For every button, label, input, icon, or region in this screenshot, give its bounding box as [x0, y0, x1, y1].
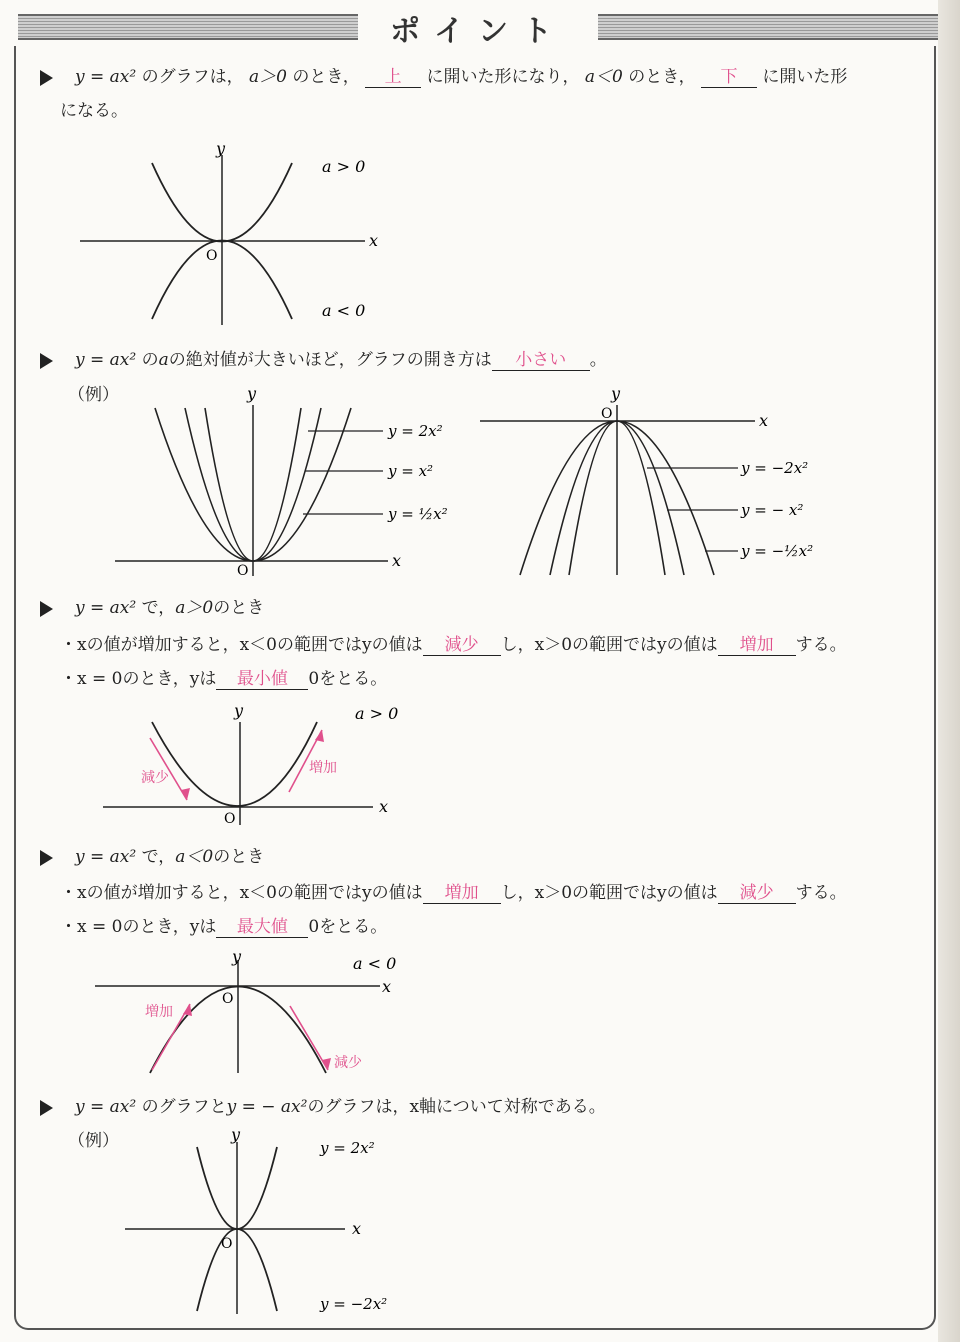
- p4-answer-decrease: 減少: [718, 878, 796, 904]
- graph2-left-y-label: y: [247, 384, 257, 403]
- graph2-label-half-x2: y = ½x²: [388, 505, 448, 523]
- p4-cond: a＜0: [175, 847, 214, 867]
- point1-line1: [40, 62, 847, 88]
- p2-answer: 小さい: [492, 345, 590, 371]
- bullet-triangle-icon: [40, 1100, 53, 1116]
- p5-text-a: のグラフと: [141, 1097, 227, 1117]
- graph5-x-label: x: [352, 1219, 362, 1238]
- graph1-origin: O: [206, 248, 218, 264]
- graph1-a-neg: a < 0: [322, 301, 366, 320]
- graph3-decrease-label: 減少: [141, 770, 169, 786]
- graph3-cond: a > 0: [355, 704, 399, 723]
- p1-answer-up: 上: [365, 62, 421, 88]
- graph4: [90, 948, 410, 1078]
- graph2-right-y-label: y: [611, 384, 621, 403]
- graph3-increase-label: 増加: [309, 760, 337, 776]
- point5-line: [40, 1092, 606, 1117]
- p2-text-b: の絶対値が大きいほど，グラフの開き方は: [168, 350, 492, 370]
- p3-formula: y = ax²: [75, 598, 137, 618]
- graph5-top-label: y = 2x²: [320, 1139, 375, 1157]
- graph2-right-x-label: x: [759, 411, 769, 430]
- p4-answer-increase: 増加: [423, 878, 501, 904]
- header-title: ポイント: [358, 6, 598, 50]
- p1-text-b: のとき，: [292, 67, 360, 87]
- page-edge: [938, 0, 960, 1342]
- p3-answer-increase: 増加: [718, 630, 796, 656]
- graph2-left-x-label: x: [392, 551, 402, 570]
- p4-bullet1: [60, 878, 847, 904]
- graph3-y-label: y: [234, 701, 244, 720]
- graph1-a-pos: a > 0: [322, 157, 366, 176]
- p1-answer-down: 下: [701, 62, 757, 88]
- bullet-triangle-icon: [40, 601, 53, 617]
- p3-answer-decrease: 減少: [423, 630, 501, 656]
- p2-example: （例）: [68, 385, 119, 405]
- graph5: [120, 1122, 420, 1318]
- p3-b1-c: する。: [795, 635, 847, 655]
- p1-text-d: のとき，: [628, 67, 696, 87]
- graph3-x-label: x: [379, 797, 389, 816]
- p4-b2-b: 0をとる。: [308, 917, 388, 937]
- graph1-y-label: y: [216, 139, 226, 158]
- graph3-parabola: [152, 722, 317, 806]
- p1-cond-pos: a＞0: [249, 67, 287, 87]
- graph3-origin: O: [224, 811, 236, 827]
- graph4-decrease-label: 減少: [334, 1055, 362, 1071]
- p1-text-f: になる。: [60, 101, 128, 121]
- p4-b1-a: ・xの値が増加すると，x＜0の範囲ではyの値は: [60, 883, 423, 903]
- graph4-cond: a < 0: [353, 954, 397, 973]
- p3-answer-min: 最小値: [216, 664, 308, 690]
- graph4-y-label: y: [232, 948, 242, 966]
- graph3-increase-arrowhead-icon: [315, 730, 324, 742]
- p3-b2-a: ・x = 0のとき，yは: [60, 669, 217, 689]
- point3-line: [40, 593, 264, 618]
- p1-cond-neg: a＜0: [584, 67, 623, 87]
- p4-text-a: で，: [141, 847, 176, 867]
- graph2-right-origin: O: [601, 406, 613, 422]
- graph2-label-neg-half-x2: y = −½x²: [741, 542, 814, 560]
- graph1: [60, 130, 400, 330]
- p4-answer-max: 最大値: [216, 912, 308, 938]
- p3-b1-b: し，x＞0の範囲ではyの値は: [500, 635, 718, 655]
- p1-text-c: に開いた形になり，: [426, 67, 580, 87]
- point2-line: [40, 345, 607, 371]
- p3-bullet1: [60, 630, 847, 656]
- p4-bullet2: [60, 912, 387, 938]
- p4-b1-b: し，x＞0の範囲ではyの値は: [500, 883, 718, 903]
- bullet-triangle-icon: [40, 70, 53, 86]
- p4-text-b: のとき: [213, 847, 265, 867]
- p3-bullet2: [60, 664, 387, 690]
- p3-text-a: で，: [141, 598, 176, 618]
- p4-b1-c: する。: [795, 883, 847, 903]
- graph2-left: [100, 380, 470, 585]
- p1-formula: y = ax²: [75, 67, 137, 87]
- graph1-x-label: x: [369, 231, 379, 250]
- graph4-origin: O: [222, 991, 234, 1007]
- p5-formula2: y = − ax²: [226, 1097, 308, 1117]
- p4-formula: y = ax²: [75, 847, 137, 867]
- p3-text-b: のとき: [213, 598, 265, 618]
- graph2-label-2x2: y = 2x²: [388, 422, 443, 440]
- p1-text-e: に開いた形: [762, 67, 848, 87]
- header-bar: [18, 10, 938, 49]
- p2-text-c: 。: [589, 350, 607, 370]
- bullet-triangle-icon: [40, 850, 53, 866]
- graph4-increase-arrowhead-icon: [183, 1004, 192, 1016]
- p2-formula: y = ax²: [75, 350, 137, 370]
- graph5-origin: O: [221, 1236, 233, 1252]
- graph2-label-x2: y = x²: [388, 462, 434, 480]
- graph3: [95, 700, 415, 830]
- graph4-x-label: x: [382, 977, 392, 996]
- p5-example: （例）: [68, 1131, 119, 1151]
- p3-b2-b: 0をとる。: [308, 669, 388, 689]
- p5-formula1: y = ax²: [75, 1097, 137, 1117]
- p3-cond: a＞0: [175, 598, 214, 618]
- graph5-bottom-label: y = −2x²: [320, 1295, 388, 1313]
- point4-line: [40, 842, 264, 867]
- p1-text-a: のグラフは，: [141, 67, 244, 87]
- graph2-right: [475, 380, 825, 585]
- graph2-label-neg-2x2: y = −2x²: [741, 459, 809, 477]
- p5-text-b: のグラフは，x軸について対称である。: [307, 1097, 606, 1117]
- bullet-triangle-icon: [40, 353, 53, 369]
- graph2-label-neg-x2: y = − x²: [741, 501, 804, 519]
- graph4-increase-label: 増加: [145, 1004, 173, 1020]
- p2-var: a: [158, 350, 169, 370]
- p2-text-a: の: [141, 350, 159, 370]
- p4-b2-a: ・x = 0のとき，yは: [60, 917, 217, 937]
- p3-b1-a: ・xの値が増加すると，x＜0の範囲ではyの値は: [60, 635, 423, 655]
- graph5-y-label: y: [231, 1125, 241, 1144]
- graph2-left-origin: O: [237, 563, 249, 579]
